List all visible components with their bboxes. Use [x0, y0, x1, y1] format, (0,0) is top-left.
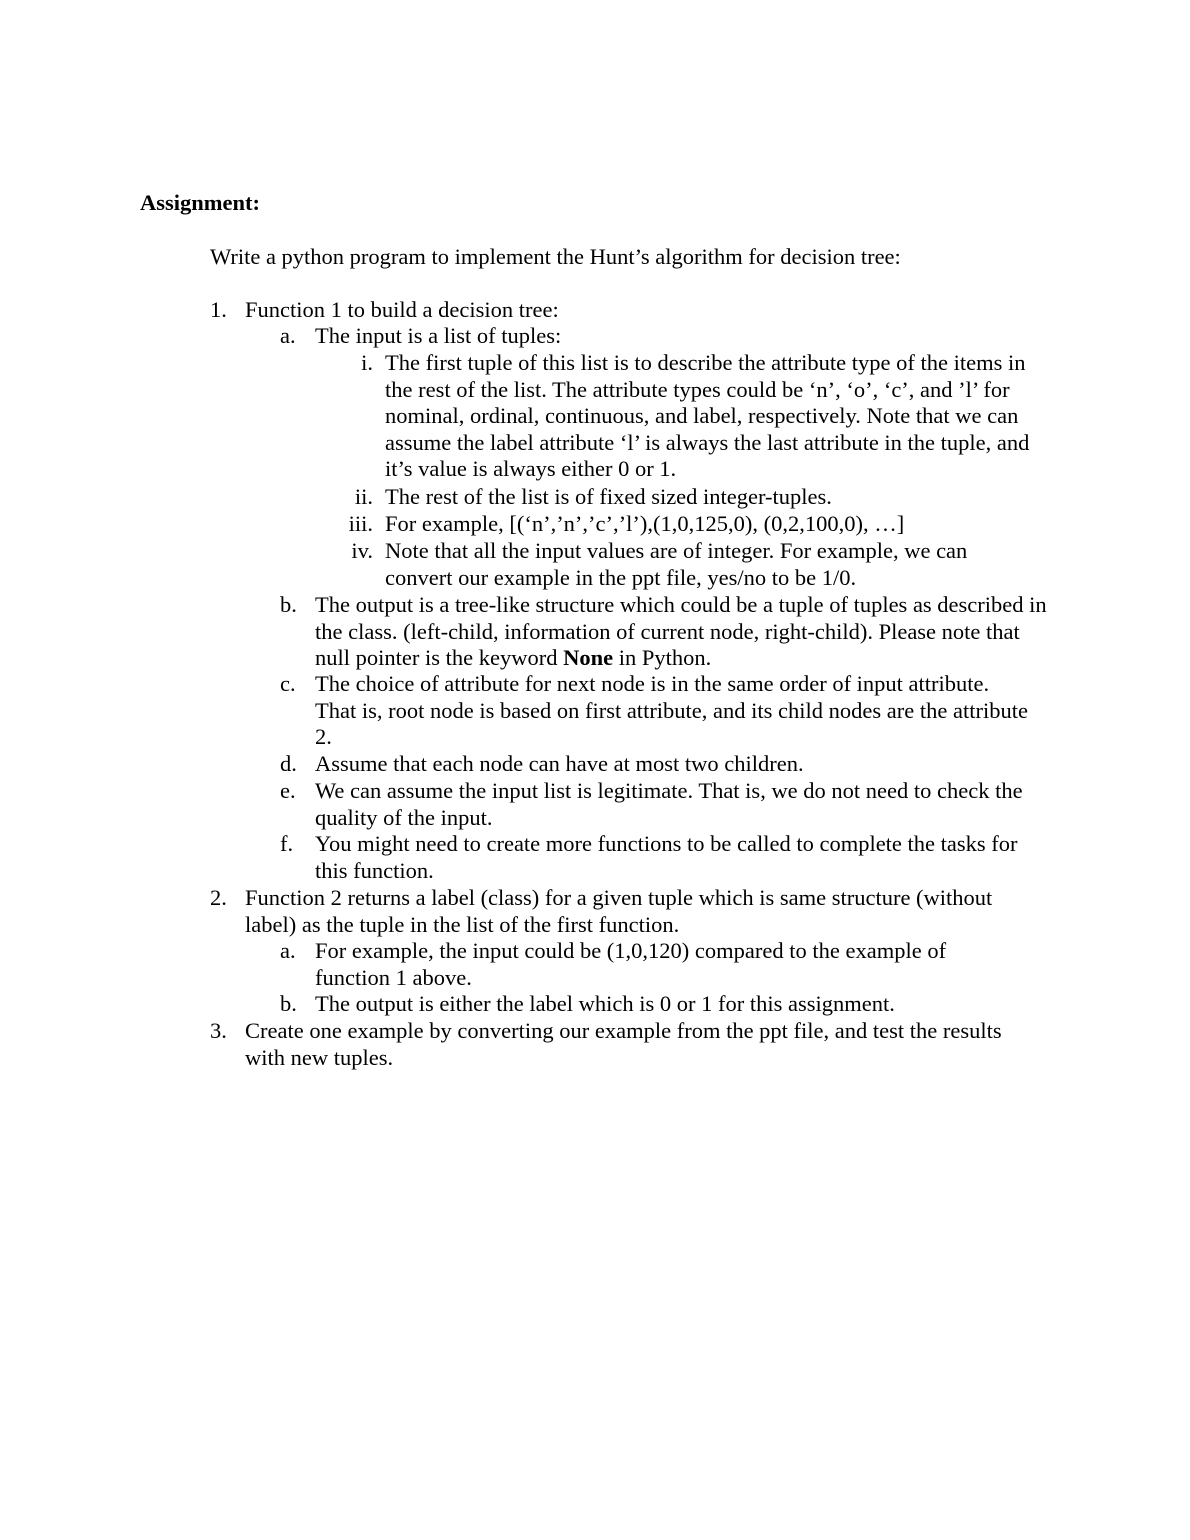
list-item-text: Note that all the input values are of integer. For example, we can convert our example in the ppt file, yes/no to be 1/0. [385, 538, 968, 590]
list-letter: a. [280, 938, 296, 963]
list-roman: iv. [351, 538, 373, 563]
list-item-text: The output is either the label which is 0 or 1 for this assignment. [315, 991, 895, 1016]
list-roman: iii. [348, 511, 373, 536]
list-item-text: Assume that each node can have at most two children. [315, 751, 804, 776]
list-item-text: The choice of attribute for next node is in the same order of input attribute. That is, root node is based on first attribute, and its child nodes are the attribute 2. [315, 671, 1028, 750]
list-item-1a-iii [348, 511, 1055, 538]
list-item-text: For example, the input could be (1,0,120) compared to the example of function 1 above. [315, 938, 947, 990]
list-item-text: Function 1 to build a decision tree: [245, 297, 559, 322]
list-item-1b [280, 592, 1055, 672]
list-letter: a. [280, 323, 296, 348]
list-item-text: Create one example by converting our example from the ppt file, and test the results with new tuples. [245, 1018, 1002, 1070]
list-item-text: For example, [(‘n’,’n’,’c’,’l’),(1,0,125,0), (0,2,100,0), …] [385, 511, 905, 536]
list-item-1e [280, 778, 1040, 831]
keyword-none: None [563, 645, 614, 671]
list-letter: d. [280, 751, 297, 776]
list-number: 1. [210, 297, 227, 322]
list-letter: f. [280, 831, 294, 856]
list-item-text: Function 2 returns a label (class) for a given tuple which is same structure (without label) as the tuple in the list of the first function. [245, 885, 993, 937]
list-item-3 [210, 1018, 1040, 1071]
list-number: 2. [210, 885, 227, 910]
list-item-text: The input is a list of tuples: [315, 323, 562, 348]
text-after-keyword: in Python. [613, 645, 712, 671]
text-before-keyword: The output is a tree-like structure which could be a tuple of tuples as described in the class. (left-child, information of current node, right-child). Please note that null pointer is the keyword [315, 592, 1047, 671]
assignment-heading: Assignment: [140, 190, 261, 215]
list-item-1d [280, 751, 1050, 778]
list-item-1f [280, 831, 1055, 884]
list-item-text: The rest of the list is of fixed sized integer-tuples. [385, 484, 832, 509]
list-letter: c. [280, 671, 296, 696]
list-item-text: You might need to create more functions to be called to complete the tasks for this function. [315, 831, 1018, 883]
list-item-text [315, 592, 1055, 672]
list-number: 3. [210, 1018, 227, 1043]
list-roman: ii. [354, 484, 373, 509]
list-item-text: We can assume the input list is legitimate. That is, we do not need to check the quality of the input. [315, 778, 1023, 830]
intro-paragraph: Write a python program to implement the Hunt’s algorithm for decision tree: [210, 244, 901, 269]
list-item-2 [210, 885, 1030, 938]
list-item-1a-i [361, 350, 1055, 483]
list-roman: i. [361, 350, 373, 375]
list-item-1c [280, 671, 1030, 751]
list-item-text: The first tuple of this list is to describe the attribute type of the items in the rest of the list. The attribute types could be ‘n’, ‘o’, ‘c’, and ’l’ for nominal, ordinal, continuous, and label, respectively. Note that we can assume the label attribute ‘l’ is always the last attribute in the tuple, and it’s value is always either 0 or 1. [385, 350, 1030, 482]
list-item-1a [280, 323, 1050, 350]
list-item-1 [210, 297, 1040, 324]
list-item-1a-iv [351, 538, 1015, 591]
list-item-2b [280, 991, 1050, 1018]
list-letter: b. [280, 991, 297, 1016]
list-letter: e. [280, 778, 296, 803]
list-item-1a-ii [354, 484, 1055, 511]
list-item-2a [280, 938, 980, 991]
list-letter: b. [280, 592, 297, 617]
